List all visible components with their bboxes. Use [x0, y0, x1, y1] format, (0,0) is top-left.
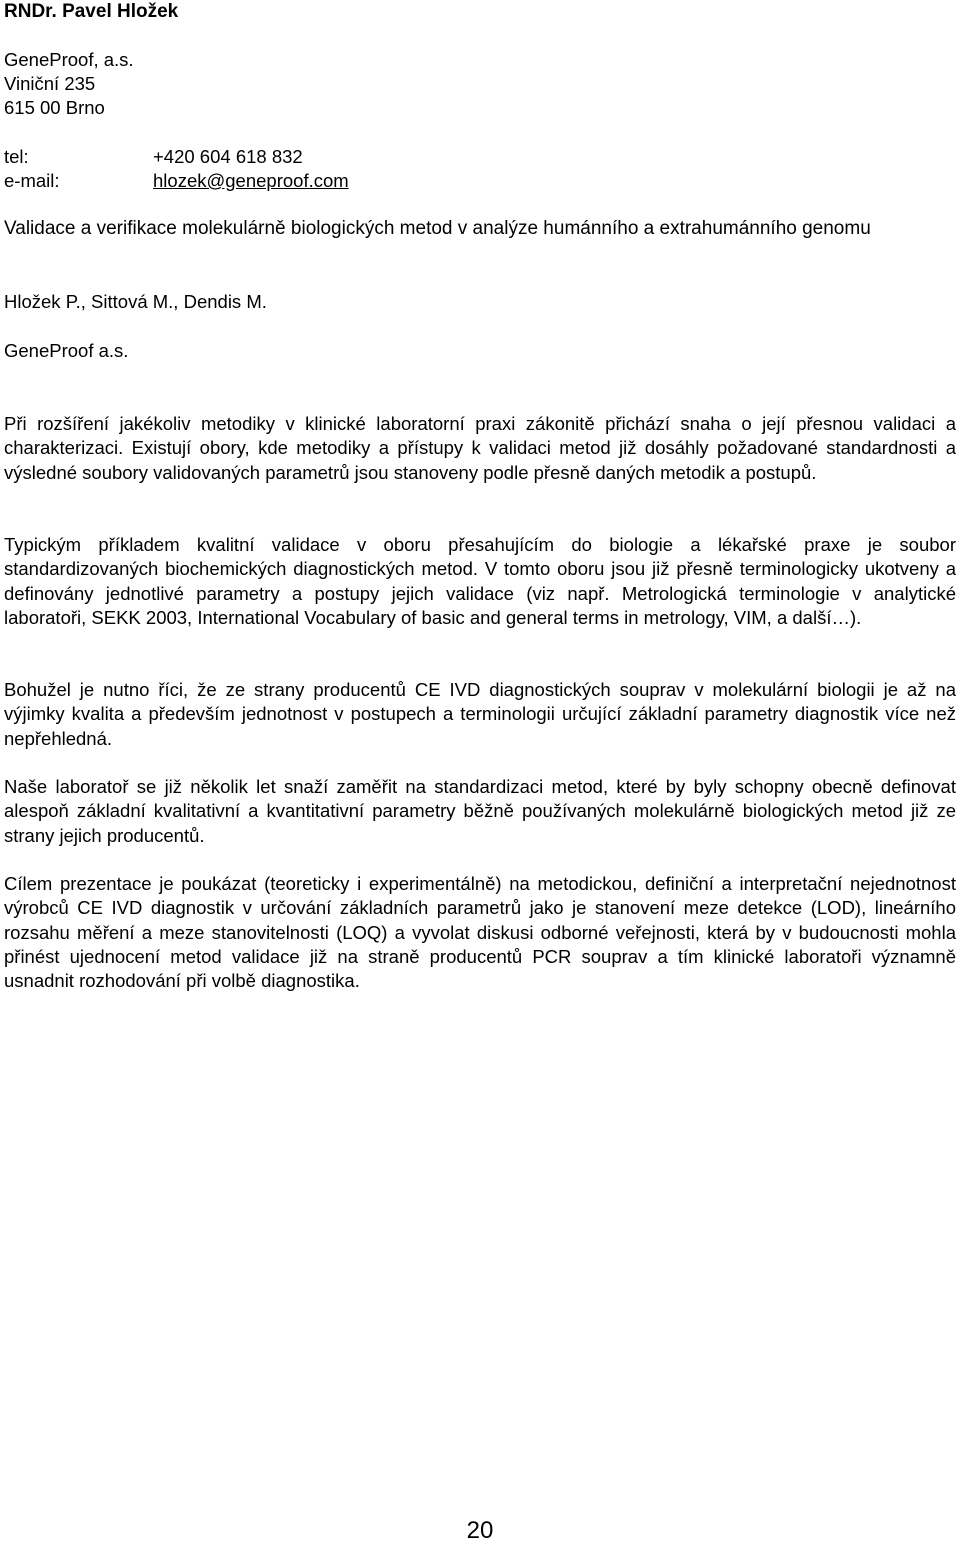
tel-value: +420 604 618 832 [153, 146, 303, 167]
abstract-paragraph-3: Bohužel je nutno říci, že ze strany producentů CE IVD diagnostických souprav v molekulární biologii je až na výjimky kvalita a především jednotnost v postupech a terminologii určující základní parametry diagnostik více než nepřehledná. [4, 679, 956, 749]
email-label: e-mail: [4, 170, 60, 191]
author-city: 615 00 Brno [4, 97, 105, 118]
email-link[interactable]: hlozek@geneproof.com [153, 170, 349, 191]
author-street: Viniční 235 [4, 73, 96, 94]
page-number: 20 [466, 1517, 494, 1544]
abstract-paragraph-2: Typickým příkladem kvalitní validace v oboru přesahujícím do biologie a lékařské praxe je soubor standardizovaných biochemických diagnostických metod. V tomto oboru jsou již přesně terminologicky ukotveny a definovány jednotlivé parametry a postupy jejich validace (viz např. Metrologická terminologie v analytické laboratoři, SEKK 2003, International Vocabulary of basic and general terms in metrology, VIM, a další…). [4, 534, 956, 628]
author-company: GeneProof, a.s. [4, 49, 134, 70]
author-name: RNDr. Pavel Hložek [4, 1, 179, 22]
abstract-paragraph-1: Při rozšíření jakékoliv metodiky v klinické laboratorní praxi zákonitě přichází snaha o její přesnou validaci a charakterizaci. Existují obory, kde metodiky a přístupy k validaci metod již dosáhly požadované standardnosti a výsledné soubory validovaných parametrů jsou stanoveny podle přesně daných metodik a postupů. [4, 413, 956, 483]
tel-label: tel: [4, 146, 29, 167]
abstract-paragraph-5: Cílem prezentace je poukázat (teoreticky i experimentálně) na metodickou, definiční a interpretační nejednotnost výrobců CE IVD diagnostik v určování základních parametrů jako je stanovení meze detekce (LOD), lineárního rozsahu měření a meze stanovitelnosti (LOQ) a vyvolat diskusi odborné veřejnosti, která by v budoucnosti mohla přinést ujednocení metod validace již na straně producentů PCR souprav a tím klinické laboratoři významně usnadnit rozhodování při volbě diagnostika. [4, 873, 956, 992]
article-title: Validace a verifikace molekulárně biologických metod v analýze humánního a extrahumánního genomu [4, 218, 871, 239]
article-affiliation: GeneProof a.s. [4, 340, 129, 361]
article-authors: Hložek P., Sittová M., Dendis M. [4, 291, 267, 312]
abstract-paragraph-4: Naše laboratoř se již několik let snaží zaměřit na standardizaci metod, které by byly schopny obecně definovat alespoň základní kvalitativní a kvantitativní parametry běžně používaných molekulárně biologických metod již ze strany jejich producentů. [4, 776, 956, 846]
